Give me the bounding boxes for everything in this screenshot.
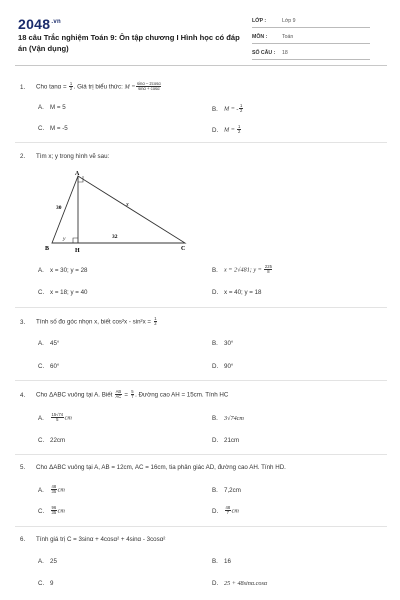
question-divider xyxy=(15,142,387,143)
meta-value: 18 xyxy=(282,50,288,56)
fraction xyxy=(51,413,64,423)
option-unit: cm xyxy=(64,414,72,422)
option-a[interactable] xyxy=(38,267,88,274)
option-d[interactable] xyxy=(212,580,267,587)
numerator: 5 xyxy=(131,389,134,394)
document-title: 18 câu Trắc nghiệm Toán 9: Ôn tập chương I Hình học có đáp án (Vận dụng) xyxy=(18,33,240,53)
question-text: Cho tanα = xyxy=(36,83,69,91)
option-letter: D. xyxy=(212,126,219,134)
denominator: 7 xyxy=(131,394,134,400)
option-d[interactable] xyxy=(212,125,242,135)
option-letter: A. xyxy=(38,267,44,274)
question-text: Tìm x; y trong hình vẽ sau: xyxy=(36,153,110,160)
question-2 xyxy=(20,153,109,160)
denominator: 35 xyxy=(51,489,57,495)
side-label-hc: 32 xyxy=(112,234,118,240)
option-text: x = 2√481; y = xyxy=(224,266,264,274)
option-c[interactable] xyxy=(38,289,88,296)
question-5 xyxy=(20,464,286,471)
meta-row-subject xyxy=(252,31,370,44)
option-text: x = 30; y = 28 xyxy=(50,267,88,274)
question-number: 3. xyxy=(20,318,26,326)
denominator: AC xyxy=(115,394,122,400)
side-label-ac: x xyxy=(126,202,129,208)
option-text: 60° xyxy=(50,363,60,370)
question-divider xyxy=(15,526,387,527)
meta-value: Toán xyxy=(282,34,294,40)
denominator: 8 xyxy=(267,269,270,275)
denominator: sinα + cosα xyxy=(138,86,160,92)
option-letter: C. xyxy=(38,580,45,587)
fraction xyxy=(51,506,57,516)
question-number: 5. xyxy=(20,464,26,471)
option-a[interactable] xyxy=(38,340,59,347)
denominator: 2 xyxy=(154,321,157,327)
question-number: 6. xyxy=(20,536,26,543)
fraction xyxy=(225,506,231,516)
option-c[interactable] xyxy=(38,437,65,444)
fraction xyxy=(237,125,240,135)
question-number: 4. xyxy=(20,391,26,399)
option-letter: B. xyxy=(212,415,218,422)
option-text: 16 xyxy=(224,558,231,565)
fraction xyxy=(136,82,161,92)
option-letter: A. xyxy=(38,558,44,565)
option-c[interactable] xyxy=(38,125,68,132)
option-d[interactable] xyxy=(212,437,239,444)
option-a[interactable] xyxy=(38,485,65,495)
denominator: 2 xyxy=(239,108,243,114)
numerator: 48 xyxy=(51,484,57,489)
denominator: 5 xyxy=(56,417,59,423)
question-6 xyxy=(20,536,165,543)
question-number: 2. xyxy=(20,153,26,160)
meta-value: Lớp 9 xyxy=(282,18,296,24)
option-letter: D. xyxy=(212,507,219,515)
question-text: Cho ΔABC vuông tại A. Biết xyxy=(36,391,115,399)
fraction xyxy=(264,265,272,275)
numerator: sinα – 2cosα xyxy=(136,81,161,86)
meta-label: MÔN : xyxy=(252,34,268,40)
option-b[interactable] xyxy=(212,265,273,275)
numerator: 1 xyxy=(154,316,157,321)
fraction xyxy=(154,317,157,327)
option-b[interactable] xyxy=(212,340,233,347)
meta-panel xyxy=(252,15,370,63)
option-text: 21cm xyxy=(224,437,240,444)
numerator: 1 xyxy=(239,103,243,108)
option-text: 90° xyxy=(224,363,234,370)
option-letter: D. xyxy=(212,437,219,444)
option-a[interactable] xyxy=(38,558,57,565)
question-divider xyxy=(15,307,387,308)
option-letter: C. xyxy=(38,289,45,296)
numerator: 15√74 xyxy=(51,412,64,417)
numerator: 1 xyxy=(237,124,241,129)
option-b[interactable] xyxy=(212,487,241,494)
option-letter: C. xyxy=(38,507,45,515)
question-4 xyxy=(20,390,228,400)
option-letter: D. xyxy=(212,580,219,587)
meta-label: SỐ CÂU : xyxy=(252,50,276,56)
meta-row-class xyxy=(252,15,370,28)
option-letter: C. xyxy=(38,363,45,370)
option-letter: D. xyxy=(212,363,219,370)
denominator: 2 xyxy=(69,86,73,92)
option-letter: B. xyxy=(212,266,218,274)
option-text: 30° xyxy=(224,340,234,347)
header-divider xyxy=(15,65,387,66)
question-text: . Đường cao AH = 15cm. Tính HC xyxy=(135,391,229,399)
denominator: 35 xyxy=(51,510,57,516)
meta-row-count xyxy=(252,47,370,60)
numerator: 48 xyxy=(225,505,231,510)
option-text: x = 18; y = 40 xyxy=(50,289,88,296)
option-letter: A. xyxy=(38,104,44,111)
option-b[interactable] xyxy=(212,558,231,565)
option-text: M = xyxy=(224,126,237,134)
option-text: 9 xyxy=(50,580,54,587)
option-text: 7,2cm xyxy=(224,487,241,494)
vertex-label-b: B xyxy=(45,246,50,252)
option-letter: B. xyxy=(212,105,218,113)
option-letter: C. xyxy=(38,125,45,132)
option-d[interactable] xyxy=(212,363,233,370)
question-text: = xyxy=(122,391,130,399)
right-angle-h xyxy=(73,238,78,243)
logo-text: 2048 xyxy=(18,16,51,32)
option-c[interactable] xyxy=(38,580,53,587)
option-letter: B. xyxy=(212,340,218,347)
option-text: 45° xyxy=(50,340,60,347)
site-logo[interactable] xyxy=(18,16,61,32)
option-text: M = - xyxy=(224,105,239,113)
question-divider xyxy=(15,380,387,381)
option-letter: A. xyxy=(38,340,44,347)
question-number: 1. xyxy=(20,83,26,91)
option-b[interactable] xyxy=(212,104,244,114)
numerator: 96 xyxy=(51,505,57,510)
question-divider xyxy=(15,454,387,455)
option-c[interactable] xyxy=(38,506,65,516)
option-text: 25 + 48sinα.cosα xyxy=(224,580,268,587)
triangle-outline xyxy=(52,176,185,243)
option-text: 25 xyxy=(50,558,57,565)
fraction xyxy=(239,104,242,114)
expression: M = xyxy=(124,83,136,91)
option-c[interactable] xyxy=(38,363,59,370)
vertex-label-a: A xyxy=(75,171,80,177)
logo-suffix: .vn xyxy=(51,19,61,26)
denominator: 7 xyxy=(226,510,229,516)
option-unit: cm xyxy=(57,486,65,494)
option-letter: A. xyxy=(38,414,44,422)
numerator: 1 xyxy=(69,81,73,86)
question-3 xyxy=(20,317,158,327)
option-d[interactable] xyxy=(212,506,239,516)
side-label-ab: 30 xyxy=(56,205,62,211)
numerator: 225 xyxy=(264,264,272,269)
option-text: 22cm xyxy=(50,437,66,444)
option-a[interactable] xyxy=(38,104,66,111)
option-text: 3√74cm xyxy=(224,415,244,422)
option-text: M = 5 xyxy=(50,104,66,111)
question-text: Tính số đo góc nhọn x, biết cos²x - sin²x = xyxy=(36,318,153,326)
denominator: 2 xyxy=(237,129,241,135)
fraction xyxy=(115,390,122,400)
option-letter: D. xyxy=(212,289,219,296)
option-letter: B. xyxy=(212,558,218,565)
vertex-label-h: H xyxy=(75,248,80,254)
meta-label: LỚP : xyxy=(252,18,267,24)
question-text: Cho ΔABC vuông tại A, AB = 12cm, AC = 16cm, tia phân giác AD, đường cao AH. Tính HD. xyxy=(36,464,286,471)
option-b[interactable] xyxy=(212,415,244,422)
option-d[interactable] xyxy=(212,289,262,296)
fraction xyxy=(69,82,72,92)
fraction xyxy=(51,485,57,495)
option-unit: cm xyxy=(57,507,65,515)
triangle-figure xyxy=(40,168,200,258)
option-letter: B. xyxy=(212,487,218,494)
question-1 xyxy=(20,82,162,92)
option-letter: C. xyxy=(38,437,45,444)
fraction xyxy=(131,390,134,400)
option-text: x = 40; y = 18 xyxy=(224,289,262,296)
numerator: AB xyxy=(115,389,122,394)
question-text: Tính giá trị C = 3sinα + 4cosα² + 4sinα - 3cosα² xyxy=(36,536,166,543)
option-unit: cm xyxy=(231,507,239,515)
option-a[interactable] xyxy=(38,413,72,423)
side-label-bh: y xyxy=(63,236,66,242)
option-text: M = -5 xyxy=(50,125,68,132)
option-letter: A. xyxy=(38,486,44,494)
vertex-label-c: C xyxy=(181,246,186,252)
question-text: . Giá trị biểu thức: xyxy=(73,83,125,91)
